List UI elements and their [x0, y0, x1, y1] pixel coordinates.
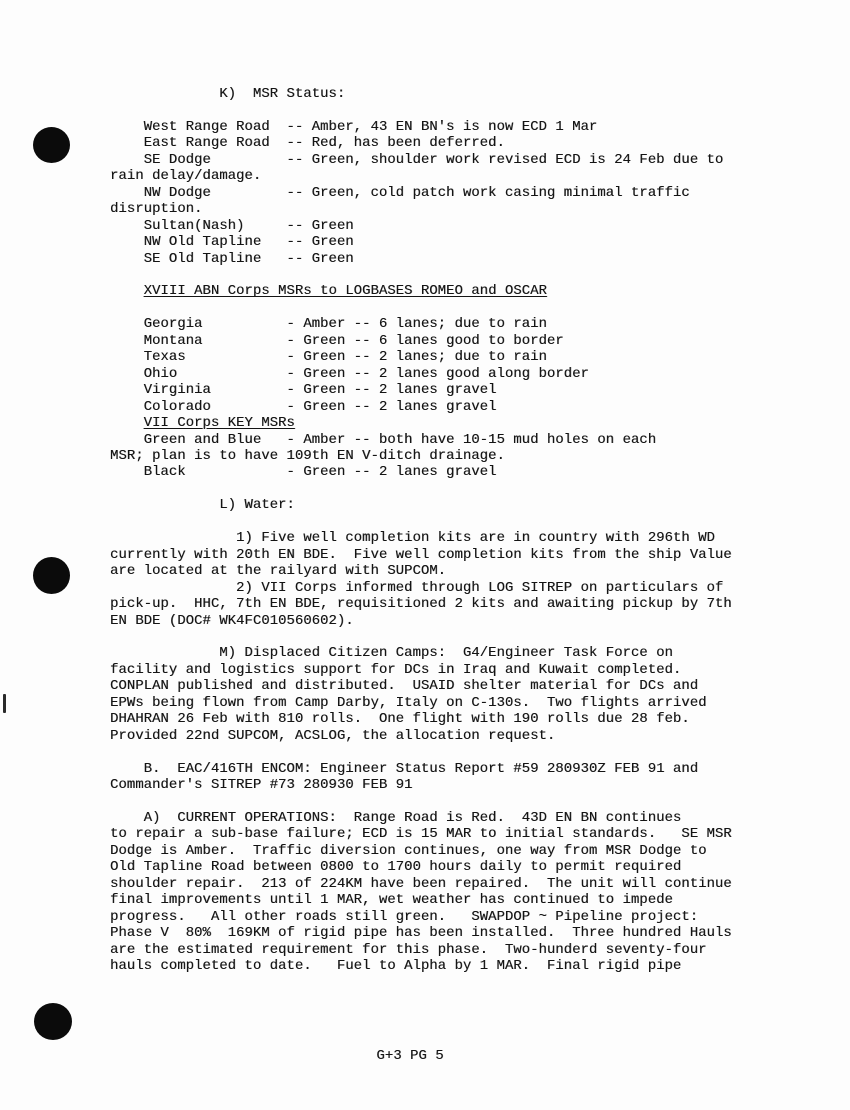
text-line: Colorado - Green -- 2 lanes gravel	[110, 398, 497, 415]
text-line: Old Tapline Road between 0800 to 1700 hours daily to permit required	[110, 859, 682, 876]
hole-punch-middle	[33, 557, 70, 594]
text-line: M) Displaced Citizen Camps: G4/Engineer Task Force on	[110, 645, 673, 662]
section-heading-text: VII Corps KEY MSRs	[143, 415, 295, 432]
text-line	[110, 629, 732, 645]
text-line	[110, 744, 732, 760]
text-line: Sultan(Nash) -- Green	[110, 217, 354, 234]
scan-artifact-mark	[3, 694, 6, 713]
text-line: Virginia - Green -- 2 lanes gravel	[110, 382, 497, 399]
text-line: are located at the railyard with SUPCOM.	[110, 563, 447, 580]
text-line: Dodge is Amber. Traffic diversion continues, one way from MSR Dodge to	[110, 842, 707, 859]
text-line	[110, 300, 732, 316]
text-line: EPWs being flown from Camp Darby, Italy on C-130s. Two flights arrived	[110, 694, 707, 711]
page-footer: G+3 PG 5	[376, 1048, 444, 1064]
text-line: Phase V 80% 169KM of rigid pipe has been installed. Three hundred Hauls	[110, 925, 732, 942]
text-line: A) CURRENT OPERATIONS: Range Road is Red. 43D EN BN continues	[110, 809, 682, 826]
document-body	[110, 86, 732, 974]
text-line: DHAHRAN 26 Feb with 810 rolls. One flight with 190 rolls due 28 feb.	[110, 711, 690, 728]
text-line: K) MSR Status:	[110, 86, 346, 102]
text-line: SE Dodge -- Green, shoulder work revised ECD is 24 Feb due to	[110, 151, 724, 168]
text-line: East Range Road -- Red, has been deferred.	[110, 135, 505, 152]
text-line	[110, 102, 732, 118]
text-line: NW Old Tapline -- Green	[110, 234, 354, 251]
text-line: are the estimated requirement for this phase. Two-hunderd seventy-four	[110, 941, 707, 958]
text-line: EN BDE (DOC# WK4FC010560602).	[110, 612, 354, 629]
text-line: Texas - Green -- 2 lanes; due to rain	[110, 349, 547, 366]
text-line: 2) VII Corps informed through LOG SITREP on particulars of	[110, 579, 724, 596]
text-line: Black - Green -- 2 lanes gravel	[110, 464, 497, 481]
text-line: B. EAC/416TH ENCOM: Engineer Status Report #59 280930Z FEB 91 and	[110, 760, 699, 777]
text-line: West Range Road -- Amber, 43 EN BN's is now ECD 1 Mar	[110, 118, 598, 135]
text-line: hauls completed to date. Fuel to Alpha by 1 MAR. Final rigid pipe	[110, 958, 682, 975]
section-heading-text: XVIII ABN Corps MSRs to LOGBASES ROMEO and OSCAR	[143, 283, 547, 300]
text-line: CONPLAN published and distributed. USAID shelter material for DCs and	[110, 678, 699, 695]
text-line: Commander's SITREP #73 280930 FEB 91	[110, 777, 413, 794]
text-line: Montana - Green -- 6 lanes good to border	[110, 332, 564, 349]
text-line: rain delay/damage.	[110, 168, 262, 185]
text-line: pick-up. HHC, 7th EN BDE, requisitioned 2 kits and awaiting pickup by 7th	[110, 596, 732, 613]
text-line: currently with 20th EN BDE. Five well completion kits from the ship Value	[110, 546, 732, 563]
text-line: L) Water:	[110, 497, 295, 514]
text-line: Ohio - Green -- 2 lanes good along border	[110, 365, 589, 382]
text-line: Green and Blue - Amber -- both have 10-15 mud holes on each	[110, 431, 657, 448]
hole-punch-top	[33, 127, 70, 163]
text-line	[110, 481, 732, 497]
text-line: Georgia - Amber -- 6 lanes; due to rain	[110, 316, 547, 333]
text-line: progress. All other roads still green. SWAPDOP ~ Pipeline project:	[110, 908, 699, 925]
text-line: Provided 22nd SUPCOM, ACSLOG, the allocation request.	[110, 727, 556, 744]
text-line	[110, 514, 732, 530]
text-line: MSR; plan is to have 109th EN V-ditch drainage.	[110, 447, 505, 464]
text-line	[110, 793, 732, 809]
text-line: facility and logistics support for DCs in Iraq and Kuwait completed.	[110, 661, 682, 678]
text-line: SE Old Tapline -- Green	[110, 250, 354, 267]
text-line: shoulder repair. 213 of 224KM have been repaired. The unit will continue	[110, 875, 732, 892]
text-line: NW Dodge -- Green, cold patch work casing minimal traffic	[110, 184, 690, 201]
text-line: to repair a sub-base failure; ECD is 15 MAR to initial standards. SE MSR	[110, 826, 732, 843]
hole-punch-bottom	[34, 1003, 72, 1040]
section-heading-line	[110, 415, 732, 431]
text-line: disruption.	[110, 201, 203, 218]
text-line: final improvements until 1 MAR, wet weather has continued to impede	[110, 892, 673, 909]
text-line	[110, 267, 732, 283]
section-heading-line	[110, 283, 732, 299]
text-line: 1) Five well completion kits are in country with 296th WD	[110, 530, 715, 547]
